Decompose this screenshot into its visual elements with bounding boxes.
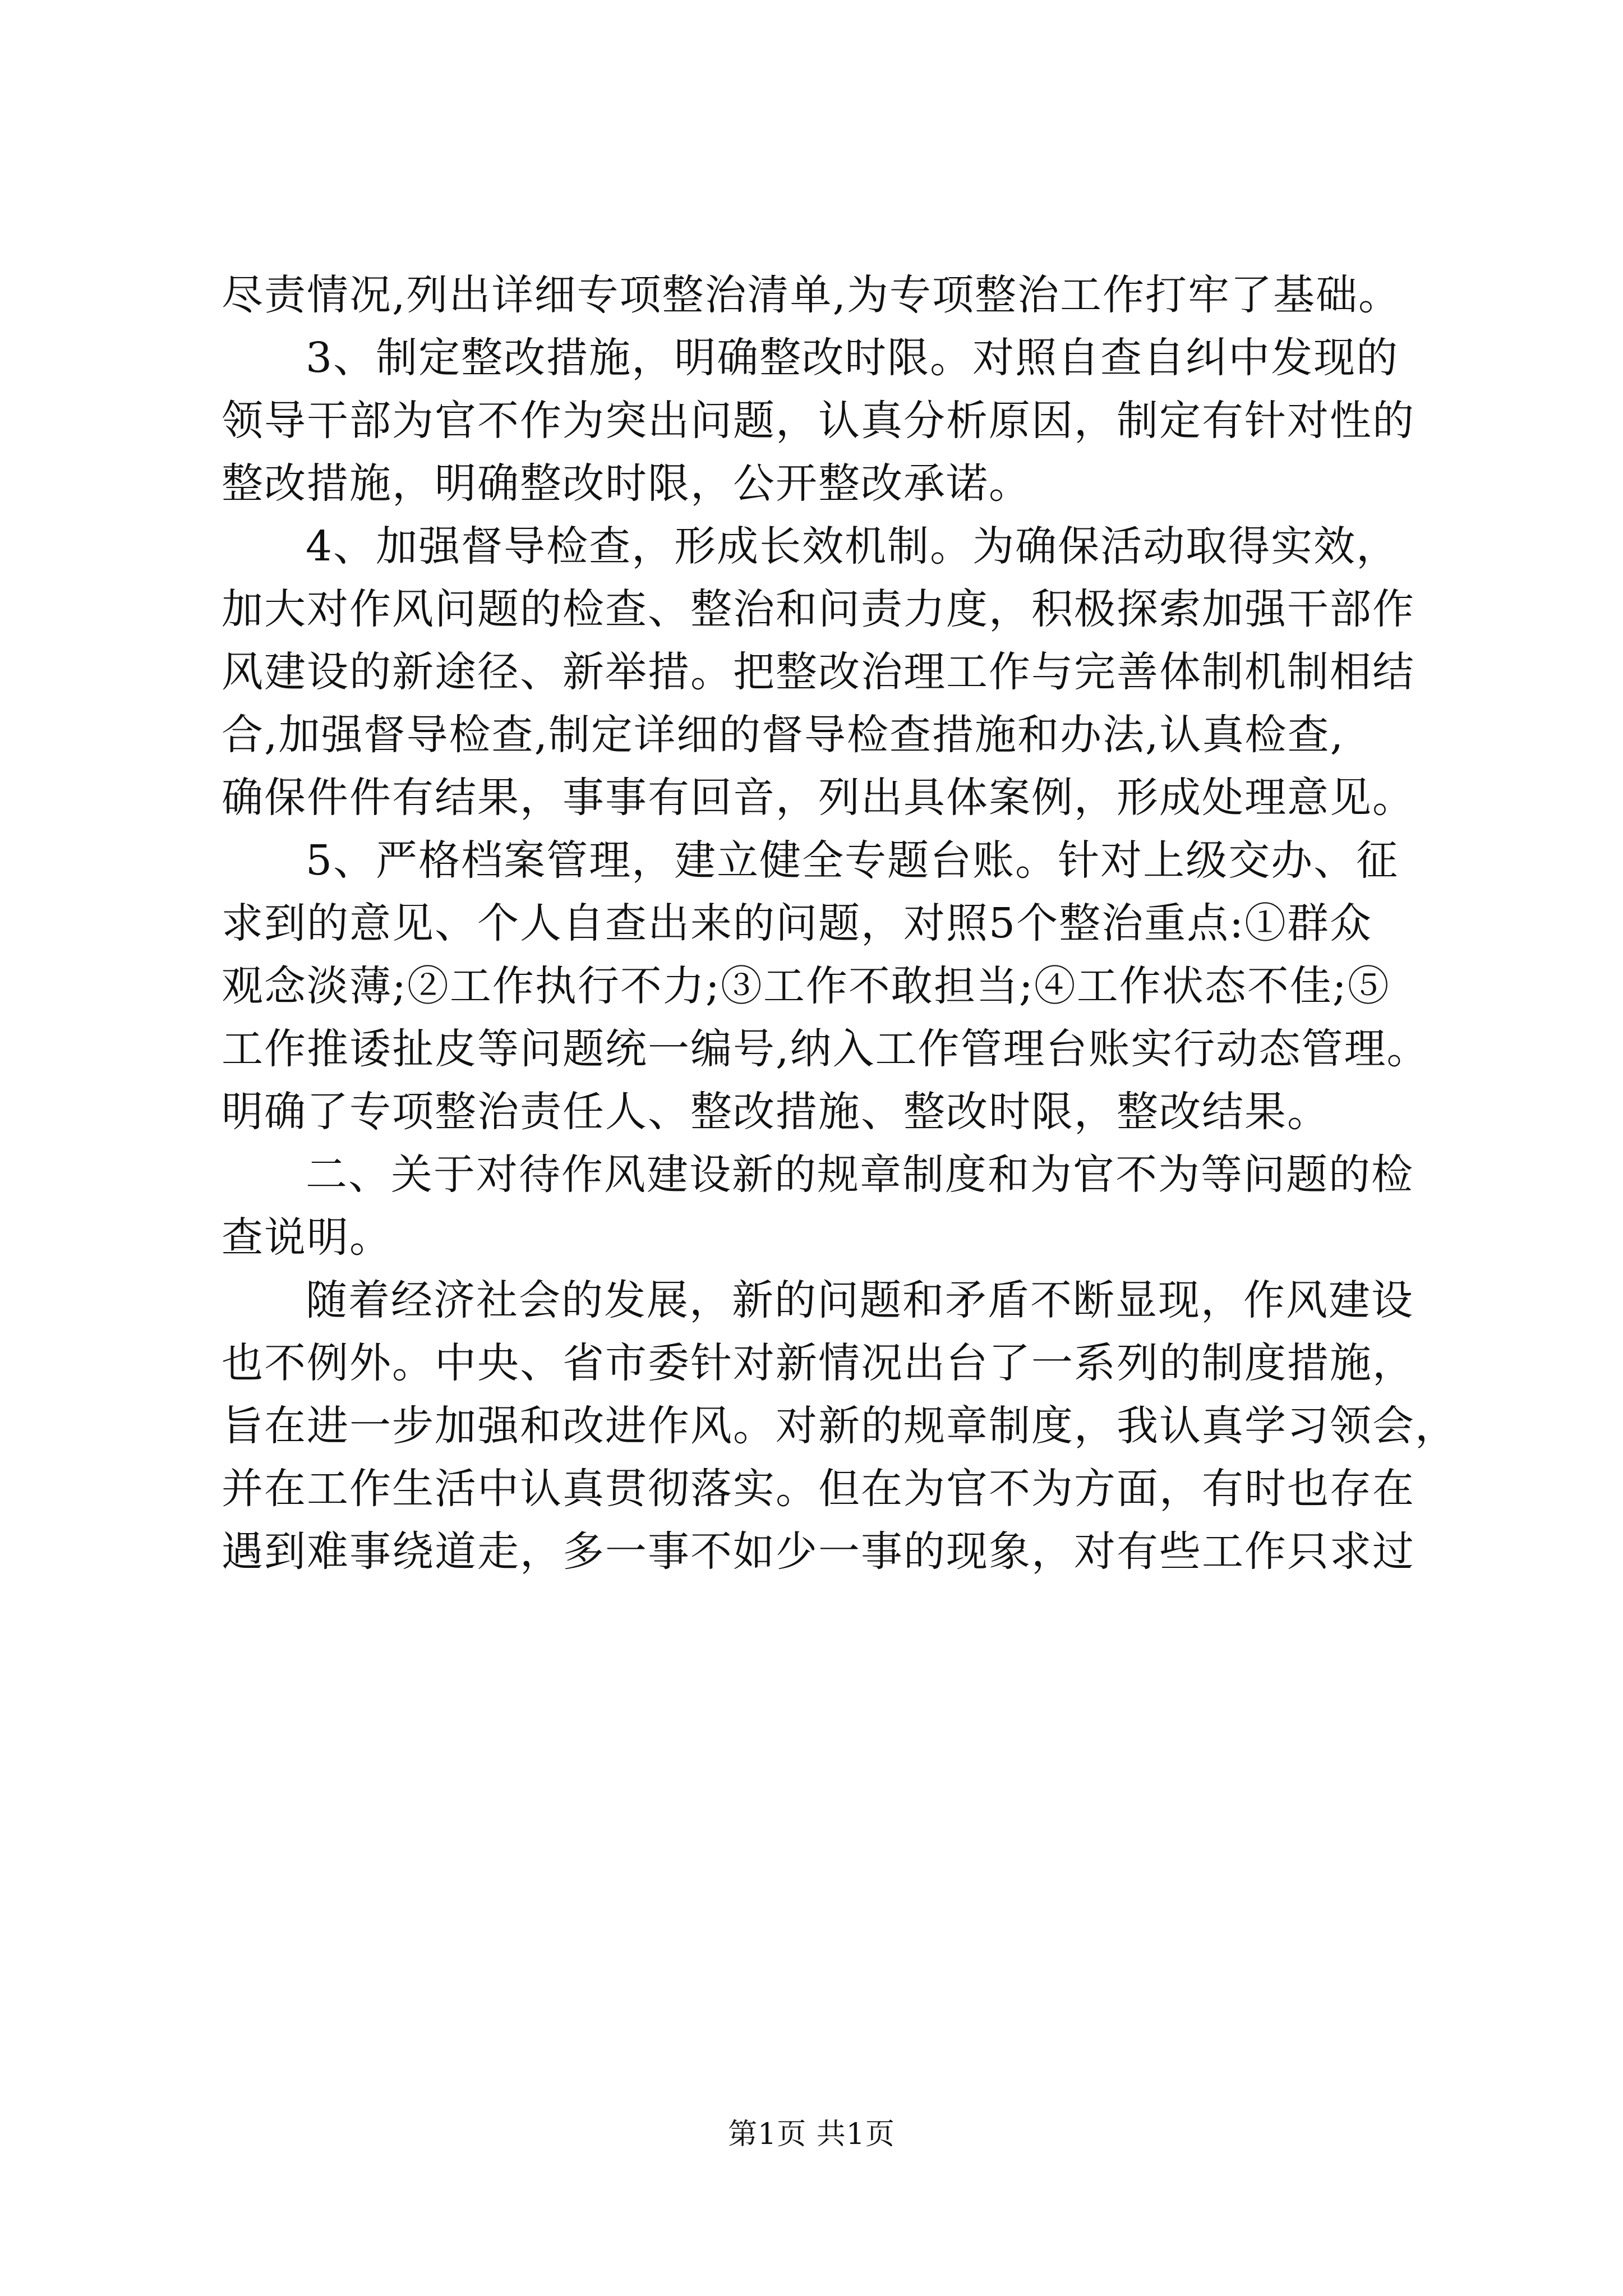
text-line: 观念淡薄;②工作执行不力;③工作不敢担当;④工作状态不佳;⑤ xyxy=(222,962,1390,1010)
text-line: 工作推诿扯皮等问题统一编号,纳入工作管理台账实行动态管理。 xyxy=(222,1025,1430,1073)
text-line: 4、加强督导检查，形成长效机制。为确保活动取得实效， xyxy=(306,522,1399,570)
document-body xyxy=(222,264,1458,1583)
text-line: 合,加强督导检查,制定详细的督导检查措施和办法,认真检查, xyxy=(222,711,1345,759)
text-line: 尽责情况,列出详细专项整治清单,为专项整治工作打牢了基础。 xyxy=(222,271,1401,319)
text-line: 并在工作生活中认真贯彻落实。但在为官不为方面，有时也存在 xyxy=(222,1465,1415,1513)
text-line: 二、关于对待作风建设新的规章制度和为官不为等问题的检 xyxy=(306,1151,1414,1199)
text-line: 5、严格档案管理，建立健全专题台账。针对上级交办、征 xyxy=(306,836,1399,885)
text-line: 旨在进一步加强和改进作风。对新的规章制度，我认真学习领会， xyxy=(222,1402,1458,1450)
text-line: 明确了专项整治责任人、整改措施、整改时限，整改结果。 xyxy=(222,1088,1330,1136)
text-line: 随着经济社会的发展，新的问题和矛盾不断显现，作风建设 xyxy=(306,1276,1414,1324)
text-line: 加大对作风问题的检查、整治和问责力度，积极探索加强干部作 xyxy=(222,585,1415,633)
page-number-footer: 第1页 共1页 xyxy=(728,2118,895,2151)
text-line: 也不例外。中央、省市委针对新情况出台了一系列的制度措施， xyxy=(222,1339,1415,1387)
text-line: 遇到难事绕道走，多一事不如少一事的现象，对有些工作只求过 xyxy=(222,1527,1415,1576)
text-line: 领导干部为官不作为突出问题，认真分析原因，制定有针对性的 xyxy=(222,397,1415,445)
text-line: 查说明。 xyxy=(222,1213,392,1262)
text-line: 求到的意见、个人自查出来的问题，对照5个整治重点:①群众 xyxy=(222,899,1373,947)
text-line: 确保件件有结果，事事有回音，列出具体案例，形成处理意见。 xyxy=(222,774,1415,822)
text-line: 风建设的新途径、新举措。把整改治理工作与完善体制机制相结 xyxy=(222,648,1415,696)
text-line: 整改措施，明确整改时限，公开整改承诺。 xyxy=(222,459,1031,508)
text-line: 3、制定整改措施，明确整改时限。对照自查自纠中发现的 xyxy=(306,334,1399,382)
